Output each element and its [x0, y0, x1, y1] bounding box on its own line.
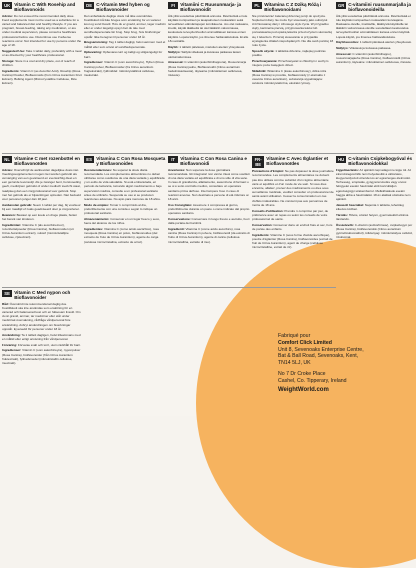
paragraph-heading: Ingredients:	[2, 68, 20, 73]
manufacturer-block	[278, 333, 364, 393]
paragraph-text: Conserver dans un endroit frais et sec, hors de portée des enfants.	[252, 222, 333, 231]
paragraph-heading: Figyelmeztetés:	[336, 167, 359, 172]
section-paragraph	[168, 50, 250, 58]
language-code-badge: DE	[84, 2, 94, 9]
section-paragraph	[252, 49, 334, 57]
ireland-address-line: Cashel, Co. Tipperary, Ireland	[278, 377, 347, 384]
section-title: C-vitamiini ruusunmarjalla ja bioflavonoideilla	[348, 2, 411, 12]
section-paragraph	[2, 203, 82, 211]
paragraph-heading: Advice:	[2, 13, 14, 18]
section-paragraph	[84, 60, 166, 77]
section-paragraph	[84, 40, 166, 48]
section-paragraph	[2, 302, 82, 331]
paragraph-heading: Javasolt használat:	[336, 202, 364, 207]
section-paragraph	[168, 60, 250, 77]
paragraph-text: Säilytä viileässä ja kuivassa paikassa lasten ulottumattomissa.	[168, 50, 241, 59]
company-name: Comfort Click Limited	[278, 339, 332, 346]
language-code-badge: FR-BE	[252, 156, 264, 168]
section-paragraph	[252, 14, 334, 48]
paragraph-text: 1 tabletti päivässä aterian yhteydessä.	[359, 40, 412, 45]
section-paragraph	[336, 223, 414, 240]
paragraph-text: Vitamine C (als ascorbinezuur), rozenbottelpoeder (Rosa Canina), bioflavonoïden (uit Citrus Aurantium extract), vulstof (microkristallijne cellulose, rijstextract).	[2, 222, 74, 240]
section-header	[84, 156, 166, 166]
paragraph-heading: Ingredienser:	[84, 60, 104, 65]
paragraph-heading: Käyttö:	[168, 44, 179, 49]
paragraph-heading: Förvaring:	[2, 342, 18, 347]
language-code-badge: HU	[336, 156, 346, 163]
paragraph-text: Viileässä ja kuivassa paikassa.	[348, 46, 392, 51]
paragraph-text: Vitamine C (sous forme d'acide ascorbique), poudre d'églantier (Rosa Canina), bioflavonoïdes (extrait de fruit de Citrus Aurantium), agent de charge (cellulose microcristalline, extrait de riz).	[252, 232, 333, 250]
language-code-badge: ES	[84, 156, 94, 163]
section-header	[168, 2, 250, 12]
paragraph-heading: Ainesosat:	[336, 51, 352, 56]
paragraph-text: Älä ylitä suositeltua päivittäistä annosta. Ravintolisiä ei tule käyttää monipuolisen ja tasapainoisen ruokavalion sekä terveellisten elämäntapojen korvikkeena. Jos olet raskaana, imetät, käytät lääkkeitä tai olet lääkärin valvonnassa, keskustele terveydenhuollon ammattilaisen kanssa ennen käyttöä. Lopeta käyttö, jos ilmenee haittavaikutuksia. Ei alle 18-vuotiaille.	[168, 13, 249, 43]
section-title: Vitamine C Avec Églantier et Bioflavonoïdes	[266, 156, 329, 166]
paragraph-heading: Conservazione:	[168, 216, 191, 221]
paragraph-text: 1 tabletti päivässä, mieluiten aterian yhteydessä.	[178, 44, 245, 49]
paragraph-text: Overschrijd de aanbevolen dagelijkse dosis niet. Voedingssupplementen mogen niet worden gebruikt als vervanging van een gevarieerd en evenwichtig dieet en een gezonde levensstijl. Als je zwanger bent, borstvoeding geeft, medicijnen gebruikt of onder medisch toezicht staat, raadpleeg dan een zorgprofessional voor gebruik. Stop met het gebruik als er bijwerkingen optreden. Niet bedoeld voor personen jonger dan 18 jaar.	[2, 167, 81, 201]
section-title: Vitamin C Med nypon och Bioflavonoider	[14, 290, 71, 300]
ireland-address-line: No 7 Dr Croke Place	[278, 370, 326, 377]
section-paragraph	[2, 223, 82, 240]
language-section-it	[168, 156, 250, 286]
paragraph-heading: Almacenamiento:	[84, 216, 110, 221]
section-header	[252, 2, 334, 12]
section-paragraph	[84, 227, 166, 244]
paragraph-heading: Précautions d'Emploi:	[252, 169, 285, 174]
paragraph-heading: Opbevaring:	[84, 50, 102, 55]
address-line: Bat & Ball Road, Sevenoaks, Kent,	[278, 353, 359, 360]
section-paragraph	[2, 348, 82, 365]
section-paragraph	[168, 168, 250, 202]
section-title: Vitamina C Con Rosa Canina e Bioflavonoidi	[180, 156, 247, 166]
section-paragraph	[336, 213, 414, 221]
paragraph-text: Bewaar op een koele en droge plaats, buiten het bereik van kinderen.	[2, 212, 78, 221]
paragraph-heading: Ingrediënten:	[2, 222, 22, 227]
paragraph-heading: Ingrédients:	[252, 232, 270, 237]
section-paragraph	[336, 52, 414, 65]
paragraph-text: Prendre 1 comprimé par jour, de préférence avec un repas ou selon les conseils de votre professionnel de santé.	[252, 208, 329, 221]
section-paragraph	[252, 233, 334, 250]
section-paragraph	[252, 223, 334, 231]
section-paragraph	[84, 14, 166, 39]
paragraph-text: Vitamin C (som askorbinsyra), nyponpulver (Rosa Canina), bioflavonoider (från Citrus Aurantium fruktextrakt), fyllnadsmedel (mikrokristallin cellulosa, risextrakt).	[2, 348, 81, 365]
paragraph-heading: Säilytys:	[168, 50, 181, 55]
paragraph-heading: Modo de empleo:	[84, 202, 110, 207]
paragraph-heading: Recomendaciones:	[84, 167, 112, 172]
section-title: Vitamina C Con Rosa Mosqueta y Bioflavonoides	[96, 156, 166, 166]
section-title: C-vitamin Csipkebogyóval és Bioflavonoidokkal	[348, 156, 413, 166]
paragraph-text: Överskrid inte rekommenderad daglig dos. Kosttillskott ska inte användas som ersättning för en varierad och balanserad kost och en hälsosam livsstil. Om du är gravid, ammar, tar mediciner eller står under medicinsk övervakning, rådfråga vårdpersonal före användning. Avbryt användningen om biverkningar uppstår. Ej avsedd för personer under 18 år.	[2, 301, 81, 331]
paragraph-text: Vitamina C (come acido ascorbico), rosa canina (Rosa Canina) in polvere, bioflavonoidi (da estratto di frutto di Citrus Aurantium), agente di carica (cellulosa microcristallina, estratto di riso).	[168, 226, 250, 244]
language-section-es	[84, 156, 166, 286]
made-for-label: Fabriqué pour	[278, 333, 311, 339]
paragraph-text: Nie przekraczać zalecanej dziennej porcji do spożycia. Suplement diety nie może być stosowany jako substytut zróżnicowanej diety i zdrowego stylu życia. W przypadku ciąży, karmienia piersią, przyjmowania leków lub pozostawania pod opieką lekarza przed użyciem skonsultuj się z lekarzem. Przerwij stosowanie w przypadku wystąpienia działań niepożądanych. Nie dla osób poniżej 18 roku życia.	[252, 13, 334, 47]
section-paragraph	[2, 168, 82, 202]
paragraph-text: Do not exceed the recommended daily dose. Food supplements must not be used as a substitute for a varied and balanced diet and healthy lifestyle. If you are pregnant, breast-feeding, taking any medication, or are under medical supervision, please consult a healthcare professional before use. Discontinue use if adverse reactions occur. Not intended for use by persons under the age of 18.	[2, 13, 82, 47]
paragraph-heading: Sposób użycia:	[252, 48, 275, 53]
paragraph-heading: Säilytys:	[336, 46, 349, 51]
paragraph-heading: Användning:	[2, 332, 21, 337]
section-title: Vitamiini C Ruusunmarja- ja Bioflavonoidit	[180, 2, 242, 12]
language-section-uk	[2, 2, 82, 152]
section-header	[336, 2, 414, 12]
paragraph-heading: Storage:	[2, 58, 15, 63]
paragraph-heading: Brugsanvisning:	[84, 40, 109, 45]
paragraph-text: Ta 1 tablett dagligen, helst tillsammans med en måltid eller enligt anvisning från vårdpersonal.	[2, 332, 81, 341]
section-paragraph	[2, 49, 82, 57]
section-header	[252, 156, 334, 168]
paragraph-text: Vitamina C (como ácido ascórbico), rosa mosqueta (Rosa Canina) en polvo, bioflavonoides (del extracto de fruto de Citrus Aurantium), agente de carga (celulosa microcristalina, extracto de arroz).	[84, 226, 159, 244]
section-paragraph	[2, 333, 82, 341]
paragraph-heading: Aanbevolen gebruik:	[2, 202, 33, 207]
paragraph-text: Przechowywać w chłodnym i suchym miejscu poza zasięgiem dzieci.	[252, 58, 329, 67]
paragraph-heading: Ainesosat:	[168, 60, 184, 65]
paragraph-text: C-vitamiini (askorbiinihappona), Ruusunmarja (Rosa Canina) jauhe, Bioflavonoidit (Citrus aurantium hedelmäuutteesta), täyteaine (mikrokiteinen selluloosa, riisiuute).	[168, 60, 247, 77]
section-paragraph	[2, 14, 82, 48]
language-code-badge: NL	[2, 156, 12, 163]
paragraph-heading: Przechowywanie:	[252, 58, 278, 63]
paragraph-text: Take 1 tablet daily, preferably with a meal or as directed by your healthcare professional.	[2, 48, 82, 57]
section-paragraph	[84, 168, 166, 202]
section-paragraph	[168, 14, 250, 43]
language-section-hu	[336, 156, 414, 286]
section-title: Vitamine C met rozenbottel en Bioflavonoïden	[14, 156, 80, 166]
section-paragraph	[168, 227, 250, 244]
paragraph-text: Naponta 1 tabletta, lehetőleg étkezés közben.	[336, 202, 404, 211]
paragraph-heading: Tárolás:	[336, 212, 348, 217]
language-section-gr	[336, 2, 414, 152]
section-title: Vitamin C With Rosehip and Bioflavonoids	[14, 2, 76, 12]
section-paragraph	[2, 69, 82, 86]
paragraph-text: Den anbefalede daglige dosis må ikke overskrides. Kosttilskud må ikke bruges som erstatning for en varieret kost og sund livsstil. Hvis du er gravid, ammer, tager medicin eller er under lægeligt opsyn bør du tale med sundhedspersonale før brug. Stop brug, hvis bivirkninger opstår. Ikke beregnet til personer under 18 år.	[84, 13, 166, 39]
paragraph-text: Conservar en un lugar fresco y seco, fuera del alcance de los niños.	[84, 216, 161, 226]
section-paragraph	[84, 50, 166, 58]
section-paragraph	[252, 69, 334, 86]
section-title: C-Vitamin Med hyben og Bioflavonoider	[96, 2, 150, 12]
section-paragraph	[252, 59, 334, 67]
section-paragraph	[336, 203, 414, 211]
paragraph-text: 1 tabletka dziennie, najlepiej podczas posiłku.	[252, 48, 326, 57]
section-header	[2, 156, 82, 166]
paragraph-text: Az ajánlott napi adagot ne lépje túl. Az étrend-kiegészítők nem helyettesítik a változatos, kiegyensúlyozott étrendet és az egészséges életmódot. Terhesség, szoptatás, gyógyszerszedés vagy orvosi felügyelet esetén használat előtt konzultáljon egészségügyi szakemberrel. Mellékhatások esetén hagyja abba a használatát. 18 év alattiak számára nem ajánlott.	[336, 167, 412, 201]
section-paragraph	[168, 203, 250, 216]
section-header	[84, 2, 166, 12]
website: WeightWorld.com	[278, 386, 329, 393]
paragraph-heading: Advies:	[2, 167, 14, 172]
language-section-pl	[252, 2, 334, 152]
paragraph-text: No superar la dosis diaria recomendada. Los complementos alimenticios no deben utilizarse como sustitutos de una dieta variada y equilibrada y un estilo de vida saludable. Si está embarazada, en período de lactancia, tomando algún medicamento o bajo supervisión médica, consulte a un profesional sanitario antes de utilizarlo. Suspenda su uso si se producen reacciones adversas. No apto para menores de 18 años.	[84, 167, 165, 201]
paragraph-heading: Avvertenze:	[168, 167, 186, 172]
paragraph-heading: Conservation:	[252, 222, 273, 227]
section-paragraph	[336, 40, 414, 44]
section-paragraph	[336, 46, 414, 50]
section-paragraph	[336, 14, 414, 39]
paragraph-heading: Suggested Use:	[2, 48, 26, 53]
language-code-badge: IT	[168, 156, 178, 163]
language-code-badge: UK	[2, 2, 12, 9]
language-section-fi	[168, 2, 250, 152]
paragraph-text: Förvaras svalt och torrt, utom räckhåll för barn.	[17, 342, 82, 347]
language-section-fr-be	[252, 156, 334, 286]
paragraph-heading: Ingredienti:	[168, 226, 185, 231]
section-paragraph	[252, 209, 334, 222]
paragraph-text: Store in a cool and dry place, out of reach of children.	[2, 58, 75, 67]
language-code-badge: SE	[2, 290, 12, 297]
language-section-se	[2, 290, 82, 414]
language-code-badge: FI	[168, 2, 178, 9]
section-paragraph	[2, 343, 82, 347]
paragraph-text: Opbevares tørt og køligt og utilgængeligt for børn.	[84, 50, 163, 59]
paragraph-text: Vitamin C (as Ascorbic Acid), Rosehip (Rosa Canina) Powder, Bioflavonoids (from Citrus Aurantium Fruit Extract), Bulking Agent (Microcrystalline Cellulose, Rice Extract).	[2, 68, 82, 86]
section-paragraph	[168, 45, 250, 49]
section-paragraph	[336, 168, 414, 202]
paragraph-text: Vitamin C (som ascorbinsyre), Hyben (Rosa Canina) pulver, Bioflavonoider (fra Citrus aurantium frugtekstrakt), fyldmiddel: mikrokrystallinsk cellulose, risekstrakt.	[84, 60, 164, 77]
section-header	[168, 156, 250, 166]
language-code-badge: PL	[252, 2, 262, 9]
address-line: TN14 5LJ, UK	[278, 360, 311, 367]
paragraph-text: Assumere 1 compressa al giorno, preferibilmente durante un pasto o come indicato dal proprio operatore sanitario.	[168, 202, 250, 216]
address-line: Unit 8, Sevenoaks Enterprise Centre,	[278, 346, 364, 353]
section-header	[336, 156, 414, 166]
paragraph-heading: Råd:	[2, 301, 9, 306]
paragraph-text: Conservare in luogo fresco e asciutto, fuori dalla portata dei bambini.	[168, 216, 250, 226]
language-code-badge: GR	[337, 2, 345, 8]
language-section-de	[84, 2, 166, 152]
paragraph-text: C-vitamiini (askorbiinihappo), ruusunmarjajauhe (Rosa Canina), bioflavonoidit (Citrus aurantium), täyteaine: mikrokiteinen selluloosa, riisiuute.	[336, 51, 412, 65]
section-paragraph	[2, 59, 82, 67]
paragraph-text: Tag 1 tablet dagligt, helst sammen med et måltid eller som anvist af sundhedspersonale.	[84, 40, 166, 49]
paragraph-heading: Ingredientes:	[84, 226, 104, 231]
paragraph-text: Neem 1 tablet per dag, bij voorkeur bij een maaltijd of zoals geadviseerd door je zorgverlener.	[2, 202, 81, 211]
section-header	[2, 290, 82, 300]
paragraph-text: Ne pas dépasser la dose journalière recommandée. Les compléments alimentaires ne doivent pas être utilisés comme substitut d'un régime alimentaire varié et équilibré et d'un mode de vie sain. Si vous êtes enceinte, allaitez, prenez des médicaments ou êtes sous surveillance médicale, veuillez consulter un professionnel de santé avant utilisation. Cesser la consommation en cas d'effets indésirables. Ne convient pas aux personnes de moins de 18 ans.	[252, 169, 334, 207]
section-paragraph	[84, 203, 166, 216]
paragraph-heading: Bewaren:	[2, 212, 16, 217]
paragraph-heading: Käyttösuositus:	[336, 40, 360, 45]
section-paragraph	[168, 217, 250, 225]
paragraph-text: Non superare la dose giornaliera raccomandata. Gli integratori non vanno intesi come sostituti di una dieta variata ed equilibrata e di uno stile di vita sano. In caso di gravidanza, allattamento, assunzione di farmaci o se si è sotto controllo medico, consultare un operatore sanitario prima dell'uso. Interrompere l'uso in caso di reazioni avverse. Non destinato a persone di età inferiore ai 18 anni.	[168, 167, 250, 201]
paragraph-text: Witamina C (kwas askorbinowy), dzika róża (Rosa Canina) w proszku, bioflawonoidy (z ekstraktu z owoców Citrus aurantium), substancja wypełniająca: celuloza mikrokrystaliczna, ekstrakt ryżowy.	[252, 68, 327, 86]
paragraph-heading: Ingredienser:	[2, 348, 22, 353]
section-divider	[2, 153, 414, 154]
paragraph-text: Hűvös, száraz helyen, gyermekektől elzárva tárolandó.	[336, 212, 409, 221]
section-paragraph	[252, 169, 334, 207]
section-header	[2, 2, 82, 12]
section-paragraph	[2, 213, 82, 221]
paragraph-text: Älä ylitä suositeltua päivittäistä annosta. Ravintolisää ei tule käyttää monipuolisen ruokavalion korvaajana. Raskaana oleville, imettäville, lääkitystä käyttäville tai lääkärin valvonnassa oleville suositellaan keskustelua terveydenhuollon ammattilaisen kanssa ennen käyttöä. Lopeta käyttö, jos ilmenee haittavaikutuksia.	[336, 13, 411, 39]
section-divider	[2, 287, 336, 288]
paragraph-heading: Składniki:	[252, 68, 267, 73]
paragraph-text: C-vitamin (aszkorbinsav), csipkebogyó por (Rosa Canina), bioflavonoidok (Citrus aurantium gyümölcskivonatból), töltőanyag: mikrokristályos cellulóz, rizskivonat.	[336, 222, 414, 240]
section-paragraph	[84, 217, 166, 225]
paragraph-heading: Uso Consigliato:	[168, 202, 193, 207]
paragraph-heading: Conseils d'utilisation:	[252, 208, 284, 213]
paragraph-heading: Összetevők:	[336, 222, 354, 227]
paragraph-text: Tomar 1 comprimido al día, preferiblemente con una comida o según lo indique un profesional sanitario.	[84, 202, 158, 216]
language-section-nl	[2, 156, 82, 286]
section-title: Witamina C Z Dziką Różą i Bioflawonoidami	[264, 2, 322, 12]
